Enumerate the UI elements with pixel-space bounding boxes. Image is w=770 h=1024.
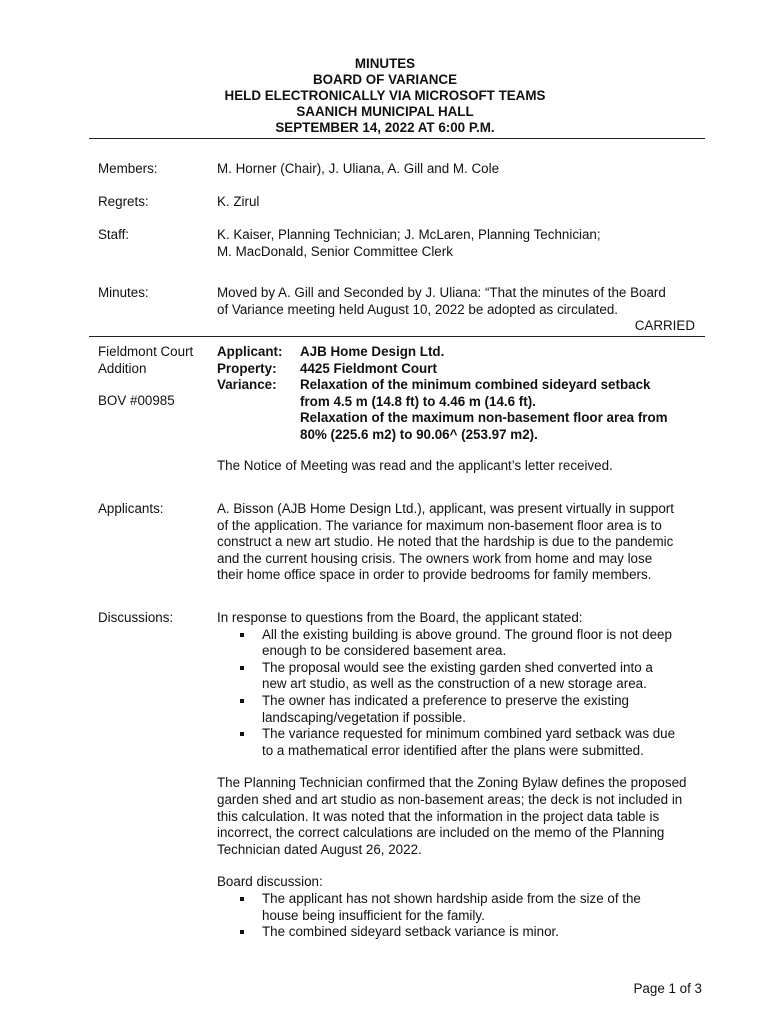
list-item-line: new art studio, as well as the construction of a new storage area. (262, 676, 647, 692)
list-item (217, 693, 695, 726)
list-item-line: house being insufficient for the family. (262, 907, 485, 923)
minutes-line: Moved by A. Gill and Seconded by J. Uliana: “That the minutes of the Board (217, 285, 666, 300)
applicants-line: and the current housing crisis. The owners work from home and may lose (217, 550, 653, 566)
header-held: HELD ELECTRONICALLY VIA MICROSOFT TEAMS (224, 88, 546, 103)
header-location: SAANICH MUNICIPAL HALL (296, 104, 474, 119)
paragraph-line: this calculation. It was noted that the information in the project data table is (217, 808, 660, 824)
regrets-text: K. Zirul (217, 194, 260, 209)
header-date: SEPTEMBER 14, 2022 AT 6:00 P.M. (275, 120, 495, 135)
list-item (217, 891, 695, 924)
section-divider (89, 336, 705, 337)
regrets-label: Regrets: (98, 194, 149, 209)
variance-line: Relaxation of the minimum combined sideyard setback (300, 377, 651, 393)
variance-line: from 4.5 m (14.8 ft) to 4.46 m (14.6 ft). (300, 393, 536, 409)
page-number: Page 1 of 3 (633, 981, 702, 996)
variance-key: Variance: (217, 377, 277, 393)
members-text: M. Horner (Chair), J. Uliana, A. Gill and M. Cole (217, 161, 500, 176)
staff-label: Staff: (98, 227, 130, 242)
staff-text (217, 227, 695, 260)
carried-label: CARRIED (634, 318, 695, 334)
notice-text: The Notice of Meeting was read and the applicant’s letter received. (217, 457, 613, 473)
applicant-value: AJB Home Design Ltd. (300, 344, 445, 359)
list-item-line: The variance requested for minimum combined yard setback was due (262, 726, 676, 742)
paragraph-line: The Planning Technician confirmed that the Zoning Bylaw defines the proposed (217, 775, 687, 791)
paragraph-line: incorrect, the correct calculations are included on the memo of the Planning (217, 825, 665, 841)
list-item (217, 660, 695, 693)
applicants-line: A. Bisson (AJB Home Design Ltd.), applicant, was present virtually in support (217, 501, 674, 516)
property-value: 4425 Fieldmont Court (300, 360, 437, 376)
applicants-line: of the application. The variance for maximum non-basement floor area is to (217, 517, 662, 533)
header-board: BOARD OF VARIANCE (312, 72, 458, 87)
list-item-line: landscaping/vegetation if possible. (262, 709, 466, 725)
list-item-line: The applicant has not shown hardship aside from the size of the (262, 890, 641, 906)
discussions-label: Discussions: (98, 610, 174, 625)
variance-line: 80% (225.6 m2) to 90.06^ (253.97 m2). (300, 426, 538, 442)
members-label: Members: (98, 161, 158, 176)
item-label-line: Addition (98, 360, 147, 376)
property-field (217, 361, 695, 378)
discussions-intro: In response to questions from the Board, the applicant stated: (217, 610, 583, 625)
minutes-line: of Variance meeting held August 10, 2022 be adopted as circulated. (217, 301, 619, 317)
applicants-line: construct a new art studio. He noted that the hardship is due to the pandemic (217, 534, 674, 550)
staff-line: K. Kaiser, Planning Technician; J. McLaren, Planning Technician; (217, 227, 601, 242)
discussions-text (217, 610, 695, 941)
header-title: MINUTES (354, 56, 416, 71)
board-discussion-heading: Board discussion: (217, 874, 323, 890)
planning-technician-paragraph (217, 775, 695, 858)
bov-number: BOV #00985 (98, 393, 175, 409)
board-discussion-list (217, 891, 695, 941)
variance-field (217, 377, 695, 443)
list-item-line: The owner has indicated a preference to preserve the existing (262, 692, 629, 708)
header-divider (89, 138, 705, 139)
applicants-line: their home office space in order to provide bedrooms for family members. (217, 567, 652, 583)
property-key: Property: (217, 360, 277, 376)
applicants-label: Applicants: (98, 501, 164, 516)
list-item (217, 726, 695, 759)
minutes-label: Minutes: (98, 285, 149, 300)
list-item-line: All the existing building is above ground. The ground floor is not deep (262, 626, 672, 642)
document-header (0, 56, 770, 136)
list-item (217, 627, 695, 660)
item-details (217, 344, 695, 474)
paragraph-line: Technician dated August 26, 2022. (217, 841, 422, 857)
applicant-statements-list (217, 627, 695, 760)
list-item (217, 924, 695, 941)
list-item-line: enough to be considered basement area. (262, 643, 507, 659)
applicant-key: Applicant: (217, 344, 283, 359)
variance-value (300, 377, 695, 443)
minutes-text (217, 285, 695, 335)
staff-line: M. MacDonald, Senior Committee Clerk (217, 243, 453, 259)
list-item-line: The combined sideyard setback variance is minor. (262, 924, 559, 940)
item-label-line: Fieldmont Court (98, 344, 194, 359)
applicants-text (217, 501, 695, 584)
paragraph-line: garden shed and art studio as non-basement areas; the deck is not included in (217, 791, 683, 807)
list-item-line: The proposal would see the existing garden shed converted into a (262, 659, 653, 675)
applicant-field (217, 344, 695, 361)
list-item-line: to a mathematical error identified after the plans were submitted. (262, 742, 644, 758)
item-label (98, 344, 213, 410)
variance-line: Relaxation of the maximum non-basement floor area from (300, 410, 668, 426)
